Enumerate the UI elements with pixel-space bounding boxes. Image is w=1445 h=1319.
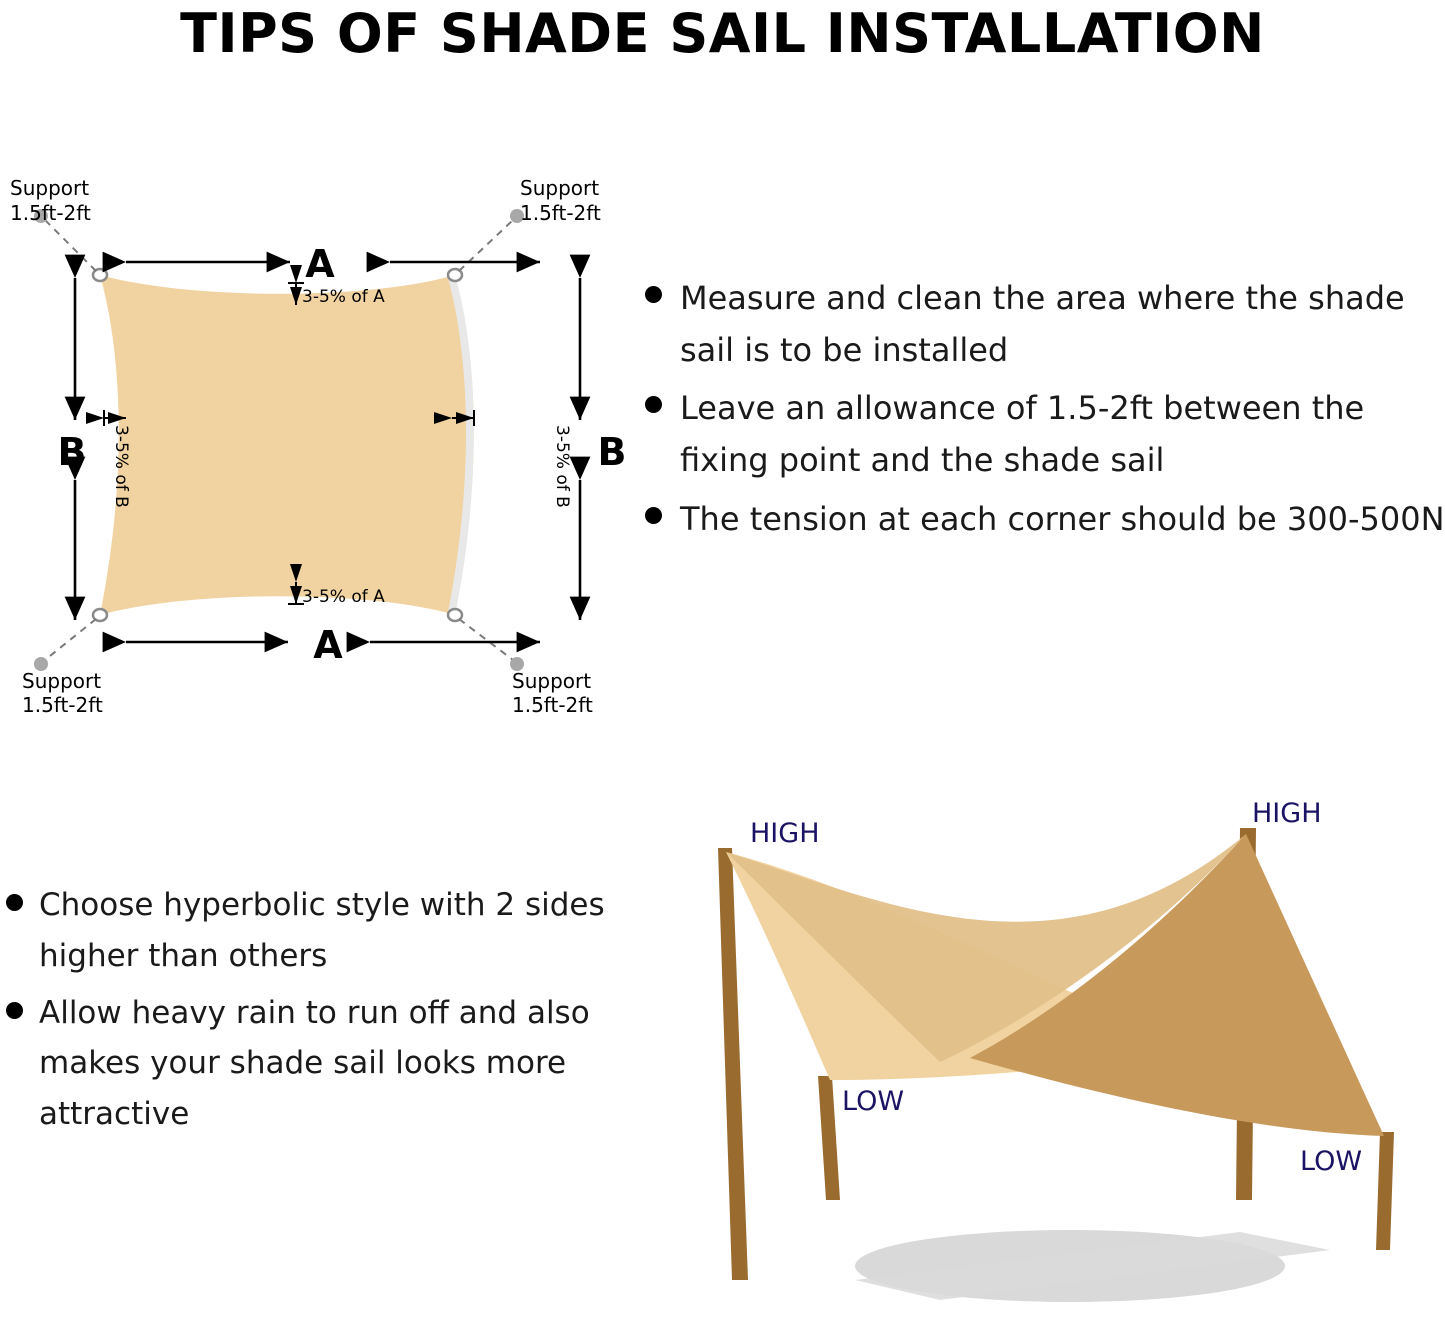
support-label-top-left-line1: Support [10, 176, 90, 200]
dimension-label-top-A: A [305, 242, 335, 286]
support-label-top-right-line1: Support [520, 176, 600, 200]
label-low-right: LOW [1300, 1146, 1363, 1177]
support-label-bottom-left-line1: Support [22, 669, 102, 693]
label-high-left: HIGH [750, 818, 820, 849]
top-tips-list [645, 272, 1445, 551]
post-low-right [1376, 1132, 1394, 1250]
bullet-dot-icon [6, 1002, 23, 1019]
list-item [6, 880, 626, 982]
list-item [645, 382, 1445, 486]
support-label-top-right-line2: 1.5ft-2ft [520, 201, 601, 225]
bullet-dot-icon [645, 286, 662, 303]
list-item-text: Leave an allowance of 1.5-2ft between the fixing point and the shade sail [680, 389, 1365, 480]
sail-shape [100, 275, 474, 615]
list-item [645, 493, 1445, 545]
post-high-left [718, 848, 748, 1280]
list-item-text: The tension at each corner should be 300-500N [680, 499, 1445, 538]
dimension-label-bottom-A: A [313, 623, 343, 667]
post-low-left [818, 1076, 840, 1200]
curve-label-bottom: 3-5% of A [302, 587, 385, 607]
curve-label-right: 3-5% of B [552, 425, 572, 508]
label-low-left: LOW [842, 1086, 905, 1117]
dimension-label-left-B: B [57, 430, 87, 474]
list-item [6, 988, 626, 1140]
bullet-dot-icon [645, 396, 662, 413]
curve-label-top: 3-5% of A [302, 287, 385, 307]
list-item-text: Measure and clean the area where the shade sail is to be installed [680, 279, 1405, 370]
hyperbolic-sail-illustration [640, 780, 1445, 1319]
support-label-top-left-line2: 1.5ft-2ft [10, 201, 91, 225]
dimension-label-right-B: B [597, 430, 627, 474]
support-label-bottom-right-line2: 1.5ft-2ft [512, 693, 593, 717]
support-label-bottom-right-line1: Support [512, 669, 592, 693]
page-title: TIPS OF SHADE SAIL INSTALLATION [180, 2, 1265, 65]
bottom-tips-list [6, 880, 626, 1146]
list-item-text: Allow heavy rain to run off and also makes your shade sail looks more attractive [39, 994, 590, 1133]
label-high-right: HIGH [1252, 798, 1322, 829]
bullet-dot-icon [6, 894, 23, 911]
list-item-text: Choose hyperbolic style with 2 sides higher than others [39, 887, 605, 974]
bullet-dot-icon [645, 507, 662, 524]
rect-sail-diagram [0, 150, 660, 730]
curve-label-left: 3-5% of B [111, 425, 131, 508]
list-item [645, 272, 1445, 376]
support-label-bottom-left-line2: 1.5ft-2ft [22, 693, 103, 717]
